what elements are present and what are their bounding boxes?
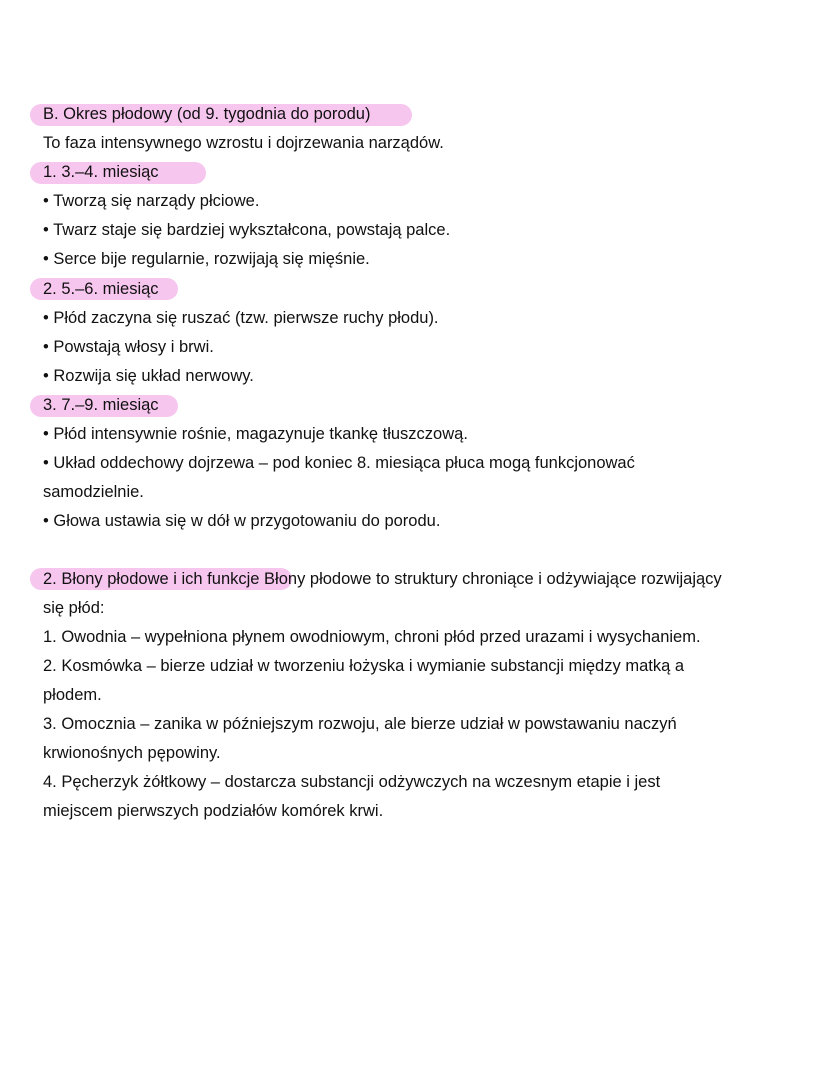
- bullet-item: • Rozwija się układ nerwowy.: [43, 367, 254, 385]
- bullet-item: • Głowa ustawia się w dół w przygotowaniu do porodu.: [43, 512, 441, 530]
- section-intro: Błony płodowe to struktury chroniące i odżywiające rozwijający: [259, 570, 722, 588]
- bullet-item: • Serce bije regularnie, rozwijają się mięśnie.: [43, 250, 370, 268]
- bullet-item: • Powstają włosy i brwi.: [43, 338, 214, 356]
- section-heading: 2. Błony płodowe i ich funkcje: [43, 570, 260, 588]
- list-item: 4. Pęcherzyk żółtkowy – dostarcza substancji odżywczych na wczesnym etapie i jest: [43, 773, 661, 791]
- bullet-continuation: samodzielnie.: [43, 483, 144, 501]
- bullet-item: • Twarz staje się bardziej wykształcona, powstają palce.: [43, 221, 451, 239]
- list-item: 1. Owodnia – wypełniona płynem owodniowym, chroni płód przed urazami i wysychaniem.: [43, 628, 701, 646]
- bullet-item: • Płód zaczyna się ruszać (tzw. pierwsze ruchy płodu).: [43, 309, 439, 327]
- bullet-item: • Płód intensywnie rośnie, magazynuje tkankę tłuszczową.: [43, 425, 468, 443]
- section-heading: B. Okres płodowy (od 9. tygodnia do porodu): [43, 105, 371, 123]
- section-intro: To faza intensywnego wzrostu i dojrzewania narządów.: [43, 134, 444, 152]
- bullet-item: • Układ oddechowy dojrzewa – pod koniec 8. miesiąca płuca mogą funkcjonować: [43, 454, 635, 472]
- section-intro-continuation: się płód:: [43, 599, 105, 617]
- list-item-continuation: miejscem pierwszych podziałów komórek krwi.: [43, 802, 384, 820]
- list-item-continuation: płodem.: [43, 686, 102, 704]
- bullet-item: • Tworzą się narządy płciowe.: [43, 192, 260, 210]
- list-item: 2. Kosmówka – bierze udział w tworzeniu łożyska i wymianie substancji między matką a: [43, 657, 685, 675]
- section-heading-line: [43, 565, 722, 594]
- stage-title: 3. 7.–9. miesiąc: [43, 396, 159, 414]
- list-item: 3. Omocznia – zanika w późniejszym rozwoju, ale bierze udział w powstawaniu naczyń: [43, 715, 677, 733]
- stage-title: 2. 5.–6. miesiąc: [43, 280, 159, 298]
- list-item-continuation: krwionośnych pępowiny.: [43, 744, 221, 762]
- stage-title: 1. 3.–4. miesiąc: [43, 163, 159, 181]
